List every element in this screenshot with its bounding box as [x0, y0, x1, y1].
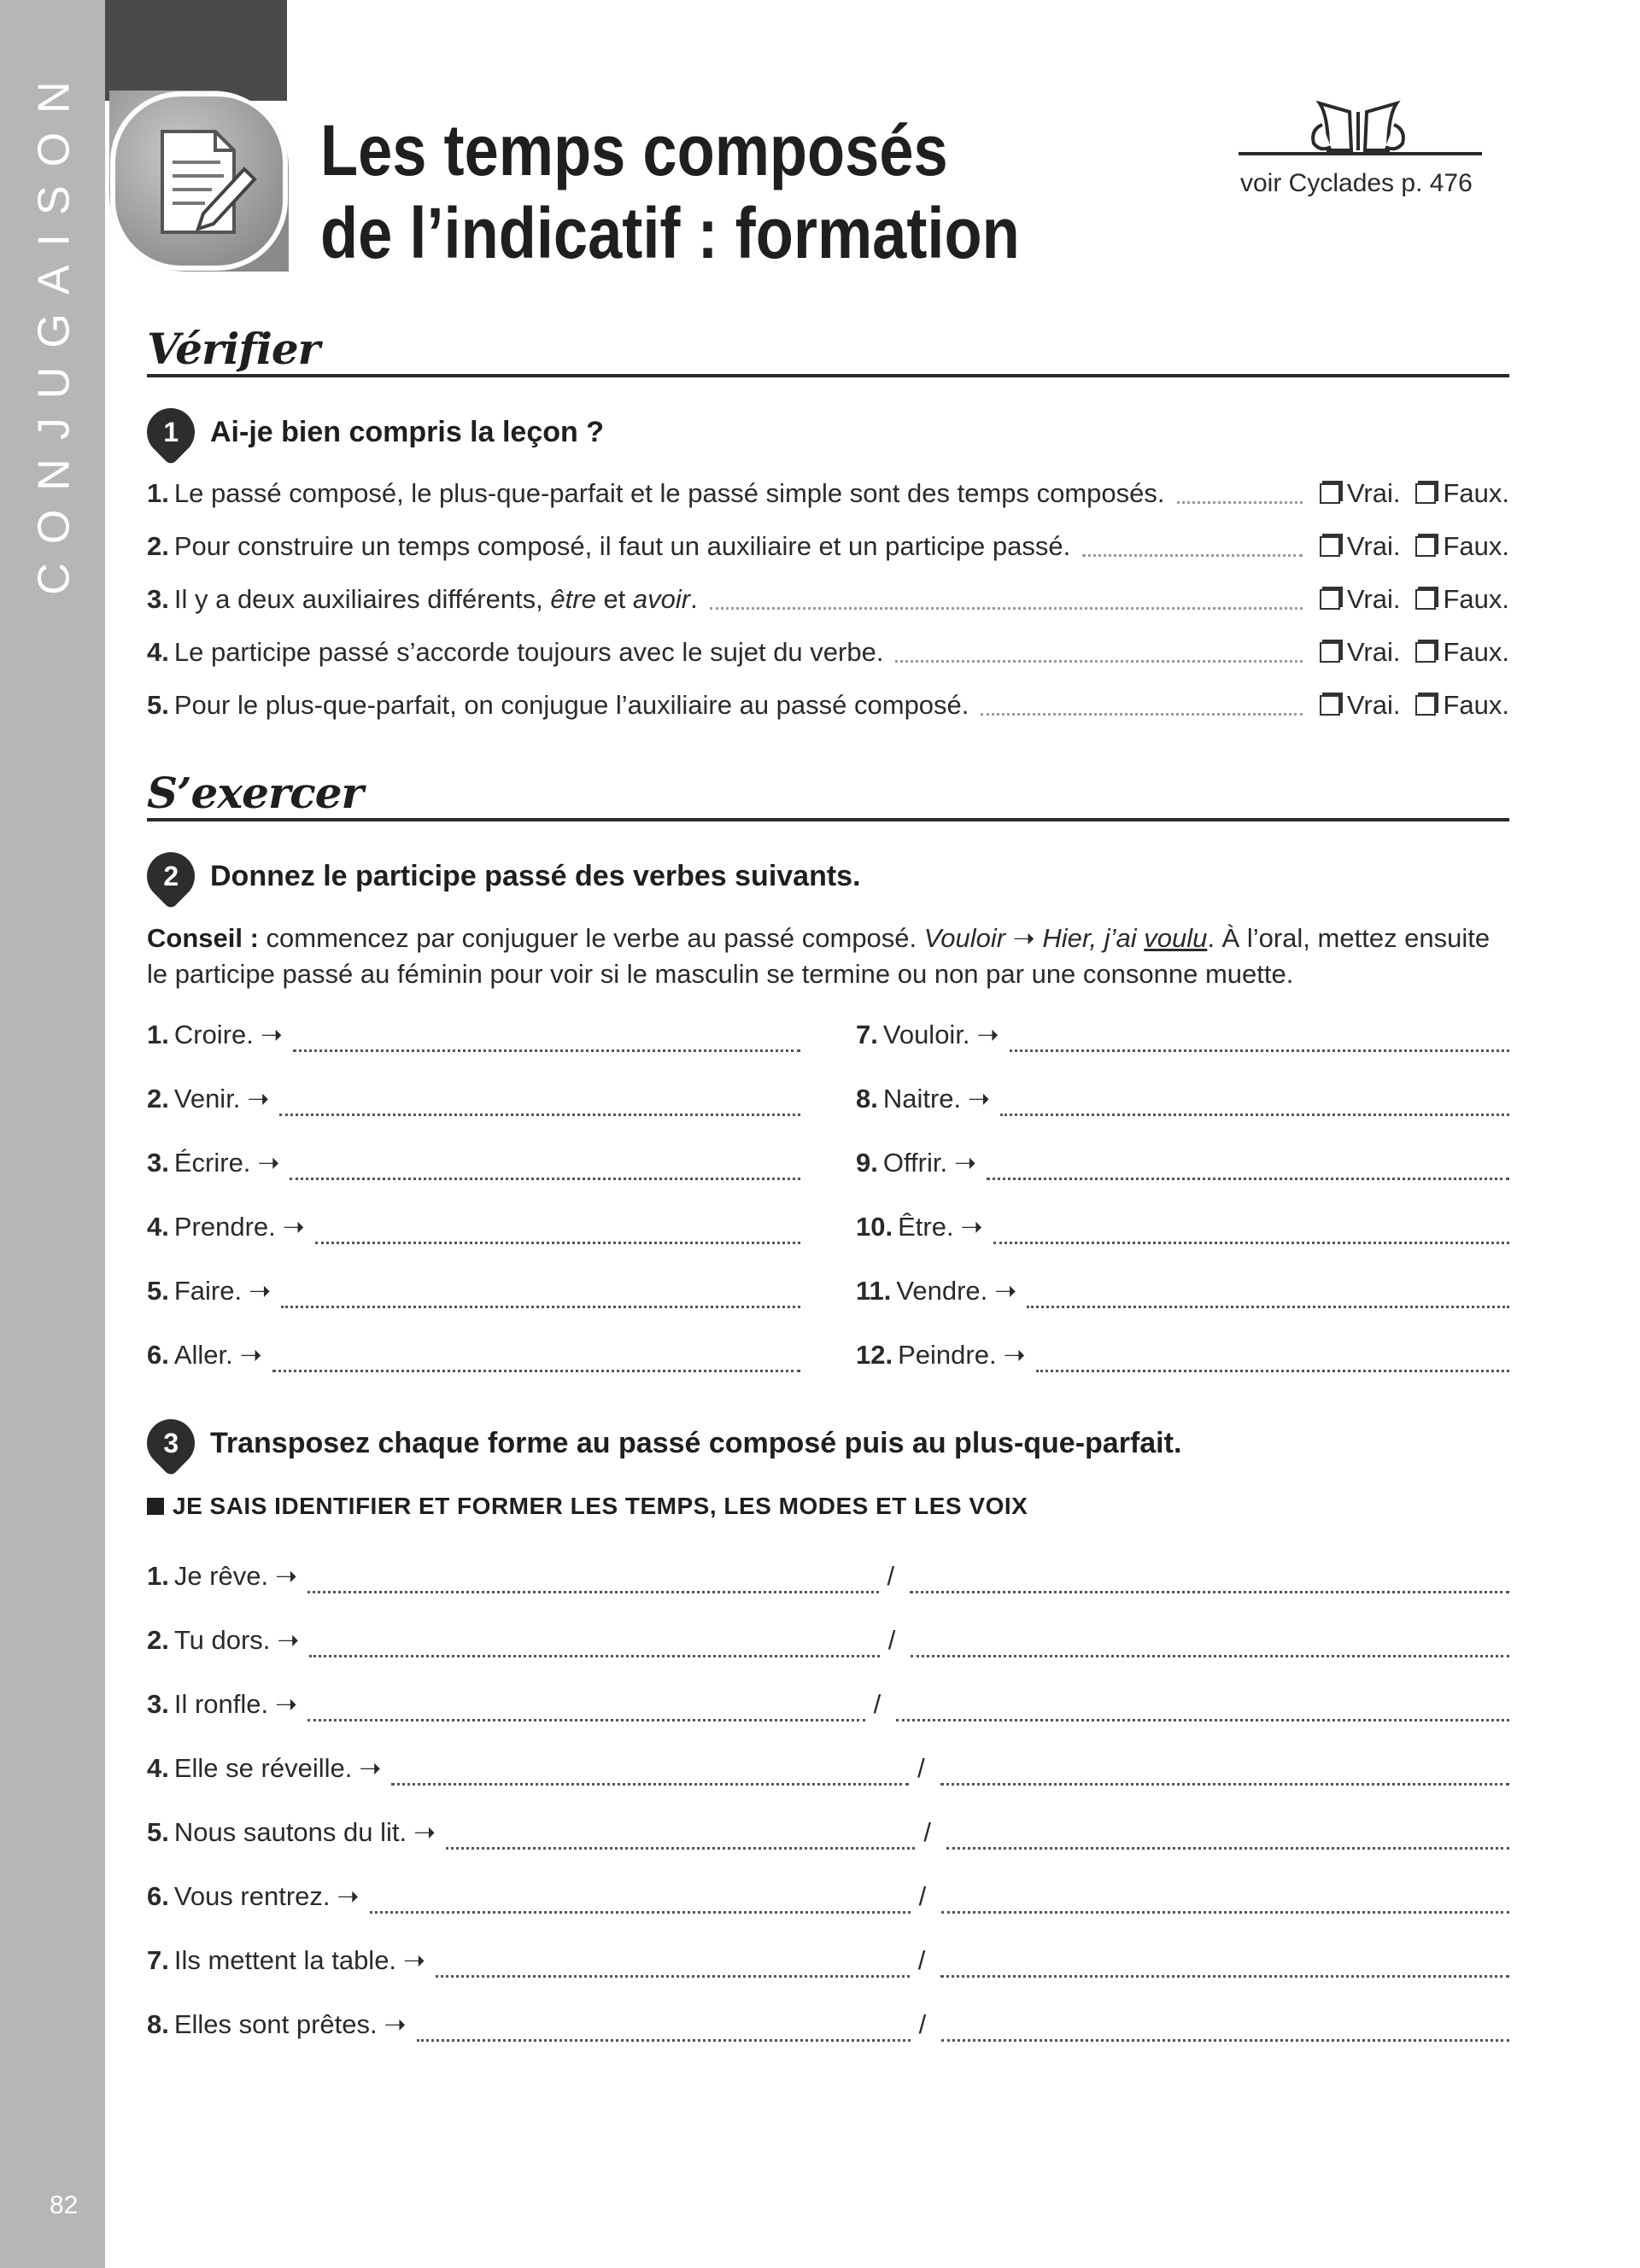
participle-row — [147, 1020, 1509, 1059]
exercise-number-badge: 1 — [137, 398, 204, 465]
answer-line-passe-compose[interactable] — [308, 1591, 878, 1593]
participle-row — [147, 1212, 1509, 1251]
exercise-3-header — [147, 1416, 1181, 1470]
transpose-item: 6. Vous rentrez. ➝ / — [147, 1881, 1509, 1920]
participle-row — [147, 1276, 1509, 1315]
reference-box — [1239, 91, 1482, 219]
chapter-sidebar — [0, 0, 105, 2268]
transpose-item: 4. Elle se réveille. ➝ / — [147, 1753, 1509, 1792]
answer-line[interactable] — [993, 1242, 1509, 1244]
answer-line[interactable] — [1036, 1370, 1509, 1372]
false-checkbox[interactable]: Faux. — [1415, 478, 1509, 509]
exercise-title: Ai-je bien compris la leçon ? — [210, 415, 604, 448]
true-checkbox[interactable]: Vrai. — [1320, 478, 1401, 509]
participle-item: 12. Peindre. ➝ — [856, 1340, 1509, 1379]
participle-row — [147, 1340, 1509, 1379]
book-reader-icon — [1239, 91, 1482, 159]
exercise-number-badge: 2 — [137, 842, 204, 909]
participle-item: 2. Venir. ➝ — [147, 1084, 800, 1123]
exercise-title: Donnez le participe passé des verbes suivants. — [210, 859, 861, 892]
participle-item: 9. Offrir. ➝ — [856, 1148, 1509, 1187]
participle-item: 11. Vendre. ➝ — [856, 1276, 1509, 1315]
cyclades-reference: voir Cyclades p. 476 — [1240, 169, 1473, 197]
answer-line[interactable] — [293, 1049, 800, 1052]
participle-item: 3. Écrire. ➝ — [147, 1148, 800, 1187]
page-title: Les temps composés de l’indicatif : formation — [320, 110, 1020, 273]
answer-line-plus-que-parfait[interactable] — [940, 1975, 1509, 1978]
exercise-title: Transposez chaque forme au passé composé puis au plus-que-parfait. — [210, 1426, 1182, 1459]
quiz-item: 3. Il y a deux auxiliaires différents, être et avoir. Vrai. Faux. — [147, 584, 1509, 614]
answer-line-passe-compose[interactable] — [436, 1975, 910, 1978]
answer-line[interactable] — [290, 1178, 800, 1180]
quiz-item: 4. Le participe passé s’accorde toujours avec le sujet du verbe. Vrai. Faux. — [147, 637, 1509, 667]
quiz-item: 2. Pour construire un temps composé, il faut un auxiliaire et un participe passé. Vrai. Faux. — [147, 531, 1509, 561]
answer-line-passe-compose[interactable] — [417, 2039, 911, 2042]
section-verifier: Vérifier — [147, 314, 1509, 377]
answer-line-plus-que-parfait[interactable] — [941, 1911, 1509, 1914]
answer-line[interactable] — [279, 1114, 800, 1116]
answer-line-plus-que-parfait[interactable] — [896, 1719, 1509, 1721]
participle-item: 7. Vouloir. ➝ — [856, 1020, 1509, 1059]
answer-line[interactable] — [1000, 1114, 1509, 1116]
transpose-item: 5. Nous sautons du lit. ➝ / — [147, 1817, 1509, 1856]
false-checkbox[interactable]: Faux. — [1415, 584, 1509, 615]
answer-line-passe-compose[interactable] — [370, 1911, 911, 1914]
answer-line[interactable] — [315, 1242, 800, 1244]
transpose-item: 1. Je rêve. ➝ / — [147, 1561, 1509, 1600]
answer-line[interactable] — [281, 1306, 800, 1308]
quiz-item: 5. Pour le plus-que-parfait, on conjugue l’auxiliaire au passé composé. Vrai. Faux. — [147, 690, 1509, 720]
answer-line-plus-que-parfait[interactable] — [941, 2039, 1509, 2042]
answer-line-plus-que-parfait[interactable] — [910, 1591, 1509, 1593]
sidebar-chapter-label: CONJUGAISON — [30, 62, 79, 595]
transpose-item: 3. Il ronfle. ➝ / — [147, 1689, 1509, 1728]
tip-paragraph: Conseil : commencez par conjuguer le verbe au passé composé. Vouloir ➝ Hier, j’ai voulu. À l’oral, mettez ensuite le participe passé au féminin pour voir si le masculin se termine ou non par une consonne muette. — [147, 923, 1491, 989]
answer-line-plus-que-parfait[interactable] — [946, 1847, 1509, 1850]
true-checkbox[interactable]: Vrai. — [1320, 584, 1401, 615]
answer-line-plus-que-parfait[interactable] — [940, 1783, 1509, 1786]
participle-item: 6. Aller. ➝ — [147, 1340, 800, 1379]
participle-row — [147, 1084, 1509, 1123]
participle-item: 1. Croire. ➝ — [147, 1020, 800, 1059]
false-checkbox[interactable]: Faux. — [1415, 637, 1509, 668]
document-pencil-icon — [109, 91, 289, 272]
participle-item: 4. Prendre. ➝ — [147, 1212, 800, 1251]
participle-item: 10. Être. ➝ — [856, 1212, 1509, 1251]
answer-line-passe-compose[interactable] — [309, 1655, 879, 1657]
transpose-item: 2. Tu dors. ➝ / — [147, 1625, 1509, 1664]
square-bullet-icon — [147, 1498, 164, 1515]
false-checkbox[interactable]: Faux. — [1415, 531, 1509, 562]
exercise-1-header — [147, 405, 604, 459]
participle-row — [147, 1148, 1509, 1187]
exercise-2-header — [147, 849, 861, 903]
true-checkbox[interactable]: Vrai. — [1320, 690, 1401, 721]
quiz-item: 1. Le passé composé, le plus-que-parfait et le passé simple sont des temps composés. Vrai. Faux. — [147, 478, 1509, 508]
false-checkbox[interactable]: Faux. — [1415, 690, 1509, 721]
participle-item: 5. Faire. ➝ — [147, 1276, 800, 1315]
true-checkbox[interactable]: Vrai. — [1320, 637, 1401, 668]
answer-line[interactable] — [1010, 1049, 1509, 1052]
page-number: 82 — [50, 2191, 79, 2219]
answer-line[interactable] — [272, 1370, 800, 1372]
header-tab — [105, 0, 287, 101]
answer-line-passe-compose[interactable] — [308, 1719, 865, 1721]
answer-line[interactable] — [987, 1178, 1509, 1180]
true-checkbox[interactable]: Vrai. — [1320, 531, 1401, 562]
exercise-number-badge: 3 — [137, 1409, 204, 1476]
transpose-item: 7. Ils mettent la table. ➝ / — [147, 1945, 1509, 1984]
answer-line[interactable] — [1027, 1306, 1509, 1308]
skill-label: JE SAIS IDENTIFIER ET FORMER LES TEMPS, LES MODES ET LES VOIX — [147, 1493, 1028, 1520]
answer-line-passe-compose[interactable] — [446, 1847, 915, 1850]
transpose-item: 8. Elles sont prêtes. ➝ / — [147, 2009, 1509, 2049]
section-exercer: S’exercer — [147, 758, 1509, 821]
answer-line-passe-compose[interactable] — [391, 1783, 909, 1786]
answer-line-plus-que-parfait[interactable] — [911, 1655, 1509, 1657]
participle-item: 8. Naitre. ➝ — [856, 1084, 1509, 1123]
